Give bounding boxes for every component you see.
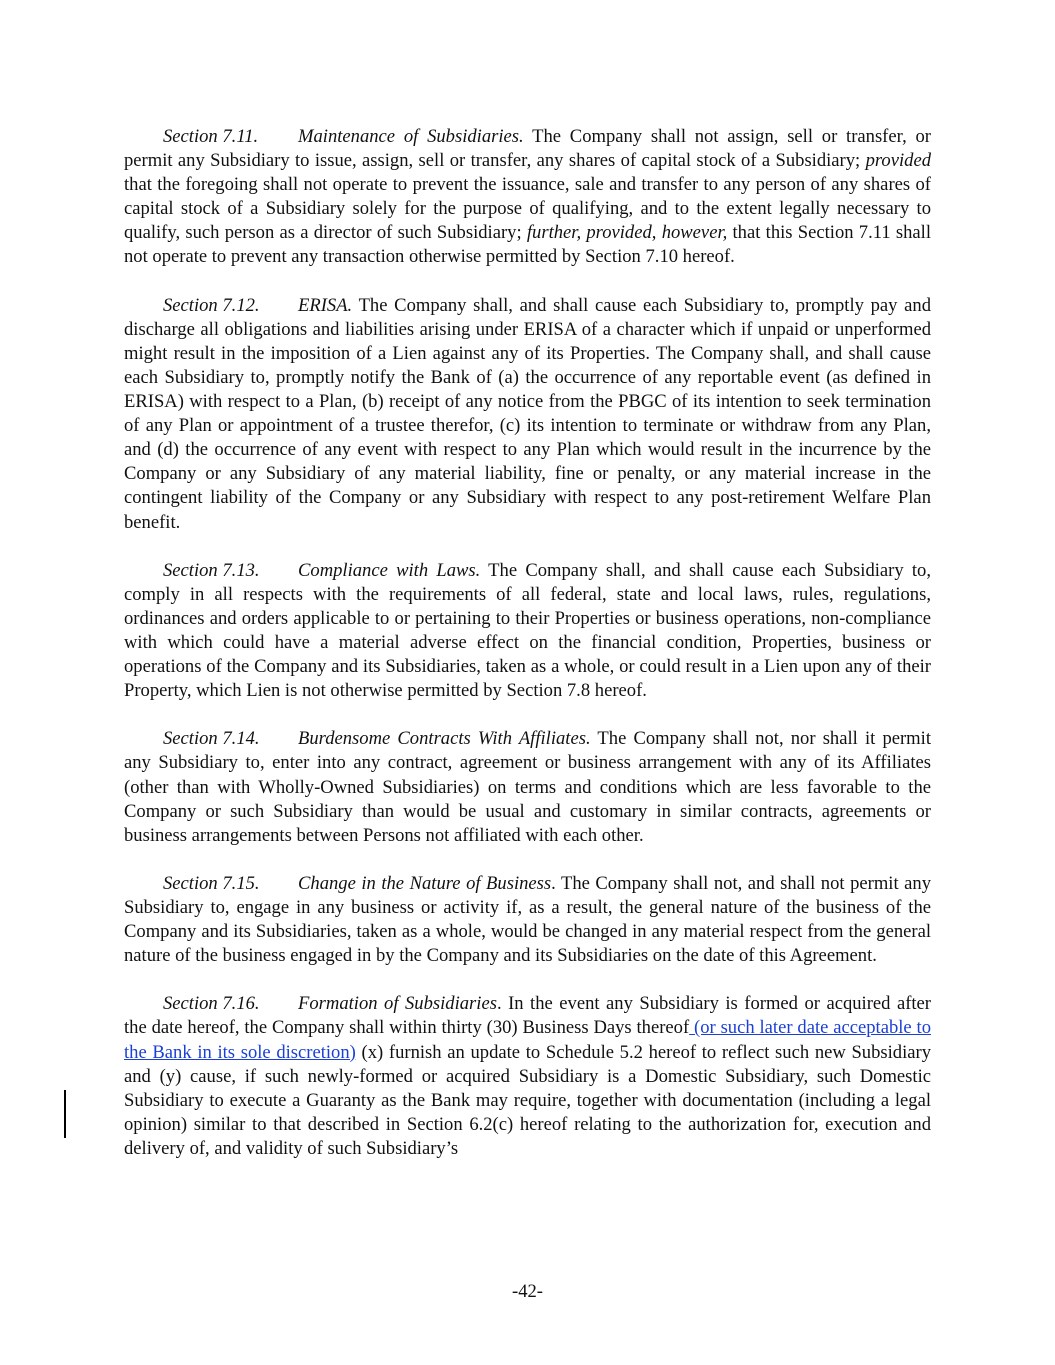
revision-change-bar bbox=[64, 1090, 66, 1138]
section-number: Section 7.12. bbox=[163, 294, 260, 316]
section-heading: ERISA. bbox=[298, 294, 353, 316]
section-text: (x) furnish an update to Schedule 5.2 hereof to reflect such new Subsidiary and (y) cause, if such newly-formed or acquired Subsidiary is a Domestic Subsidiary, such Domestic Subsidiary to execute a Guaranty as the Bank may require, together with documentation (including a legal opinion) similar to that described in Section 6.2(c) hereof relating to the authorization for, execution and delivery of, and validity of such Subsidiary’s bbox=[124, 1041, 932, 1159]
section-number: Section 7.14. bbox=[163, 728, 260, 750]
section-7-14 bbox=[124, 727, 931, 847]
page-number: -42- bbox=[512, 1281, 543, 1302]
section-text: The Company shall not assign, sell or transfer, or permit any Subsidiary to issue, assign, sell or transfer, any shares of capital stock of a Subsidiary; bbox=[124, 126, 931, 172]
section-text: The Company shall, and shall cause each Subsidiary to, comply in all respects with the requirements of all federal, state and local laws, rules, regulations, ordinances and orders applicable to or pertaining to their Properties or business operations, non-compliance with which could have a material adverse effect on the financial condition, Properties, business or operations of the Company and its Subsidiaries, taken as a whole, or could result in a Lien upon any of their Property, which Lien is not otherwise permitted by Section 7.8 hereof. bbox=[124, 559, 931, 702]
italic-term: further, provided bbox=[526, 222, 652, 244]
section-heading: Maintenance of Subsidiaries. bbox=[298, 126, 524, 147]
section-heading: Change in the Nature of Business bbox=[298, 872, 552, 894]
section-number: Section 7.15. bbox=[163, 872, 260, 894]
section-7-11 bbox=[124, 125, 931, 270]
section-7-12 bbox=[124, 294, 931, 535]
section-text: that the foregoing shall not operate to prevent the issuance, sale and transfer to any person of any shares of capital stock of a Subsidiary solely for the purpose of qualifying, and to the extent legally necessary to qualify, such person as a director of such Subsidiary; bbox=[124, 174, 931, 244]
section-text: The Company shall, and shall cause each Subsidiary to, promptly pay and discharge all obligations and liabilities arising under ERISA of a character which if unpaid or unperformed might result in the imposition of a Lien against any of its Properties. The Company shall, and shall cause each Subsidiary to, promptly notify the Bank of (a) the occurrence of any reportable event (as defined in ERISA) with respect to a Plan, (b) receipt of any notice from the PBGC of its intention to seek termination of any Plan or appointment of a trustee therefor, (c) its intention to terminate or withdraw from any Plan, and (d) the occurrence of any event with respect to any Plan which would result in the incurrence by the Company or any Subsidiary of any material liability, fine or penalty, or any material increase in the contingent liability of the Company or any Subsidiary with respect to any post-retirement Welfare Plan benefit. bbox=[124, 294, 931, 533]
section-number: Section 7.11. bbox=[163, 126, 259, 147]
section-7-13 bbox=[124, 559, 931, 704]
section-text: The Company shall not, nor shall it permit any Subsidiary to, enter into any contract, agreement or business arrangement with any of its Affiliates (other than with Wholly-Owned Subsidiaries) on terms and conditions which are less favorable to the Company or such Subsidiary than would be usual and customary in similar contracts, agreements or business arrangements between Persons not affiliated with each other. bbox=[124, 728, 931, 846]
section-heading: Formation of Subsidiaries bbox=[298, 993, 497, 1015]
document-page bbox=[124, 125, 931, 1185]
section-number: Section 7.16. bbox=[163, 993, 260, 1015]
section-7-16 bbox=[124, 992, 931, 1161]
section-heading: Compliance with Laws. bbox=[298, 559, 481, 581]
italic-term: however, bbox=[661, 222, 728, 244]
section-text: that this Section 7.11 shall not operate to prevent any transaction otherwise permitted by Section 7.10 hereof. bbox=[124, 222, 932, 268]
inserted-revision-text: (or such later date acceptable to the Bank in its sole discretion) bbox=[124, 1017, 931, 1063]
section-number: Section 7.13. bbox=[163, 559, 260, 581]
section-7-15 bbox=[124, 872, 931, 968]
section-text: . In the event any Subsidiary is formed or acquired after the date hereof, the Company shall within thirty (30) Business Days thereof bbox=[124, 993, 931, 1039]
italic-term: provided bbox=[865, 150, 931, 172]
section-text: . The Company shall not, and shall not permit any Subsidiary to, engage in any business or activity if, as a result, the general nature of the business of the Company and its Subsidiaries, taken as a whole, would be changed in any material respect from the general nature of the business engaged in by the Company and its Subsidiaries on the date of this Agreement. bbox=[124, 872, 931, 967]
section-text: , bbox=[651, 222, 662, 244]
section-heading: Burdensome Contracts With Affiliates. bbox=[298, 728, 591, 750]
